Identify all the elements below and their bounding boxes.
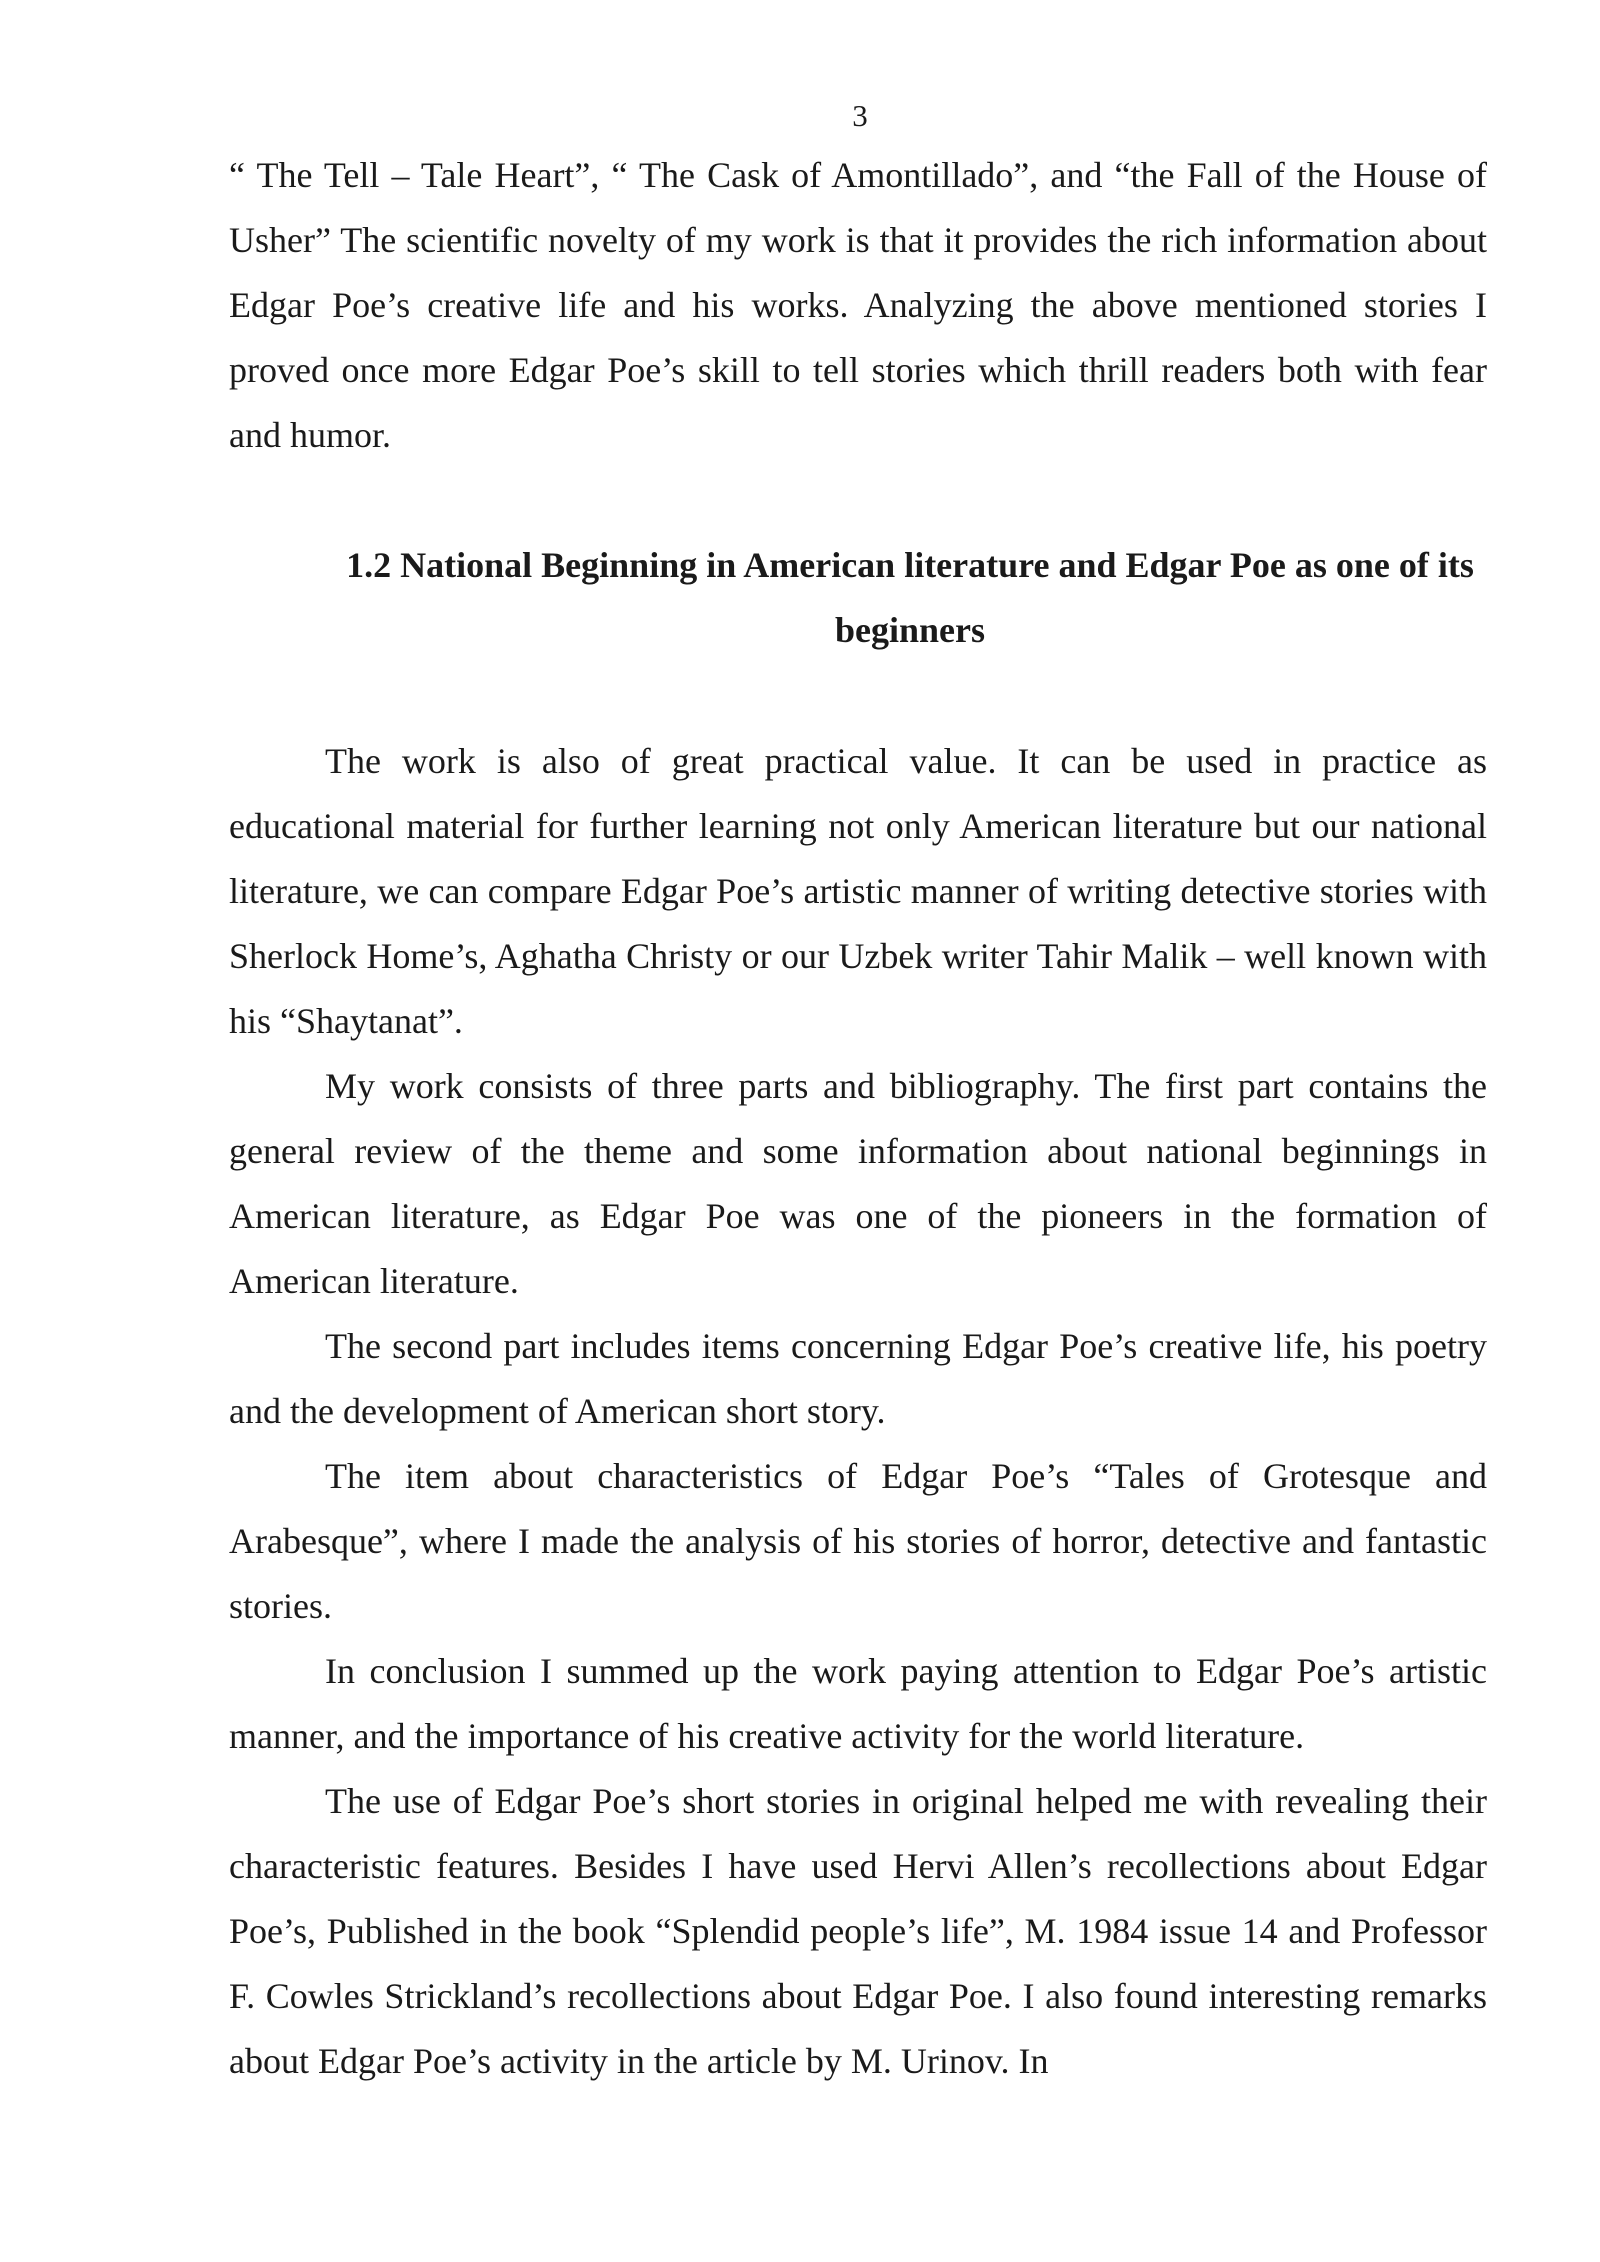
section-heading: 1.2 National Beginning in American literature and Edgar Poe as one of its beginners — [346, 545, 1474, 650]
main-text-block — [229, 729, 1487, 2094]
paragraph-second-part: The second part includes items concerning Edgar Poe’s creative life, his poetry and the development of American short story. — [229, 1326, 1487, 1431]
paragraph-work-structure: My work consists of three parts and bibliography. The first part contains the general review of the theme and some information about national beginnings in American literature, as Edgar Poe was one of the pioneers in the formation of American literature. — [229, 1066, 1487, 1301]
page-number: 3 — [852, 98, 868, 133]
paragraph-practical-value: The work is also of great practical value. It can be used in practice as educational material for further learning not only American literature but our national literature, we can compare Edgar Poe’s artistic manner of writing detective stories with Sherlock Home’s, Aghatha Christy or our Uzbek writer Tahir Malik – well known with his “Shaytanat”. — [229, 741, 1487, 1041]
intro-text-block — [229, 143, 1487, 468]
paragraph-tales-item: The item about characteristics of Edgar Poe’s “Tales of Grotesque and Arabesque”, where I made the analysis of his stories of horror, detective and fantastic stories. — [229, 1456, 1487, 1626]
paragraph-conclusion: In conclusion I summed up the work paying attention to Edgar Poe’s artistic manner, and the importance of his creative activity for the world literature. — [229, 1651, 1487, 1756]
paragraph-sources: The use of Edgar Poe’s short stories in original helped me with revealing their characteristic features. Besides I have used Hervi Allen’s recollections about Edgar Poe’s, Published in the book “Splendid people’s life”, M. 1984 issue 14 and Professor F. Cowles Strickland’s recollections about Edgar Poe. I also found interesting remarks about Edgar Poe’s activity in the article by M. Urinov. In — [229, 1781, 1487, 2081]
intro-paragraph: “ The Tell – Tale Heart”, “ The Cask of Amontillado”, and “the Fall of the House of Usher” The scientific novelty of my work is that it provides the rich information about Edgar Poe’s creative life and his works. Analyzing the above mentioned stories I proved once more Edgar Poe’s skill to tell stories which thrill readers both with fear and humor. — [229, 155, 1487, 455]
